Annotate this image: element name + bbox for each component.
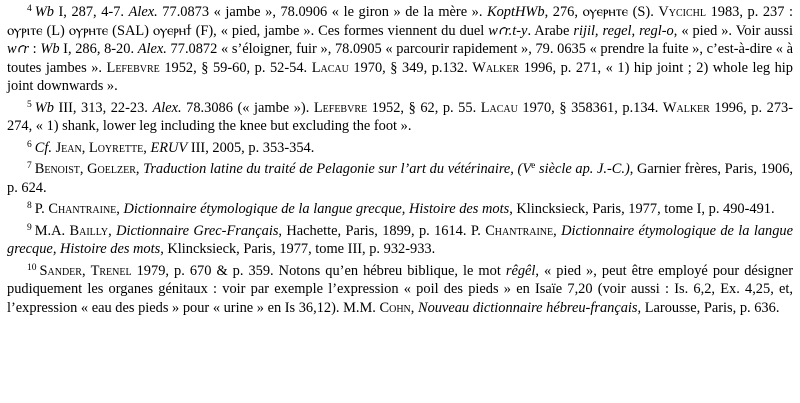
footnote-text: : xyxy=(29,41,41,57)
footnote-text: , xyxy=(79,161,88,177)
author-name: Bailly xyxy=(69,222,109,239)
footnote-text: 78.3086 (« jambe »). xyxy=(181,99,314,116)
footnote-text: , Hachette, Paris, 1899, p. 1614. P. xyxy=(278,222,486,239)
footnote-text: , xyxy=(81,262,91,279)
author-name: Chantraine xyxy=(485,222,554,239)
italic-text: rijil, regel, regl-o xyxy=(573,22,674,39)
italic-text: wꜥr xyxy=(7,41,29,57)
footnote-text: M.A. xyxy=(34,222,70,239)
footnote-text: 1996, p. 273-274, « 1) shank, lower leg including the knee but excluding the foot ». xyxy=(7,99,794,134)
author-name: Lefebvre xyxy=(313,99,368,116)
footnote-text: , Garnier frères, Paris, 1906, p. 624. xyxy=(7,161,793,196)
footnote-text: 77.0872 « s’éloigner, fuir », 78.0905 « parcourir rapidement », 79. 0635 « prendre la fuite », c’est-à-dire « à toutes jambes ». xyxy=(7,41,793,76)
footnote-number: 5 xyxy=(27,99,32,110)
author-name: Goelzer xyxy=(87,161,136,177)
footnote-number: 6 xyxy=(27,139,32,150)
italic-text: ERUV xyxy=(150,139,188,156)
author-name: Loyrette xyxy=(88,139,144,156)
footnote-text: I, 286, 8-20. xyxy=(59,41,138,57)
italic-text: Wb xyxy=(34,99,54,116)
italic-text: wꜥr.t-y xyxy=(488,22,528,39)
footnote-4 xyxy=(7,3,793,96)
italic-text: Alex. xyxy=(137,41,167,57)
author-name: Lacau xyxy=(480,99,518,116)
footnote-text: III, 2005, p. 353-354. xyxy=(187,139,315,156)
footnote-text: III, 313, 22-23. xyxy=(53,99,153,116)
footnote-text: , Larousse, Paris, p. 636. xyxy=(637,299,780,316)
italic-text: Traduction latine du traité de Pelagonie sur l’art du vétérinaire, (V xyxy=(143,161,532,177)
author-name: Sander xyxy=(39,262,82,279)
author-name: Vycichl xyxy=(658,4,706,20)
footnote-10 xyxy=(7,262,793,318)
footnote-text: 1970, § 349, p.132. xyxy=(348,59,473,76)
italic-text: Dictionnaire Grec-Français xyxy=(116,222,279,239)
italic-text: Nouveau dictionnaire hébreu-français xyxy=(417,299,638,316)
italic-text: siècle ap. J.-C.) xyxy=(535,161,630,177)
footnote-text: , xyxy=(116,201,124,217)
italic-text: Alex. xyxy=(128,4,158,20)
footnote-text: , « pied », peut être employé pour désigner pudiquement les organes génitaux : voir par exemple l’expression « poil des pieds » en Isaïe 7,20 (voir aussi : Is. 6,2, Ex. 4,25, et, l’expression « eau des pieds » pour « urine » en Is 36,12). M.M. xyxy=(7,262,793,316)
author-name: Trenel xyxy=(90,262,132,279)
footnote-text: 1983, p. 237 : ⲟⲩⲣⲓⲧⲉ (L) ⲟⲩⲣⲏⲧⲉ (SAL) ⲟⲩⲉⲣⲏϯ (F), « pied, jambe ». Ces formes viennent du duel xyxy=(7,4,794,39)
author-name: Chantraine xyxy=(48,201,117,217)
italic-text: Alex. xyxy=(152,99,182,116)
author-name: Cohn xyxy=(379,299,411,316)
footnotes-section xyxy=(7,3,793,317)
footnote-text: , 276, ⲟⲩⲉⲣⲏⲧⲉ (S). xyxy=(544,4,659,20)
footnote-text: 1952, § 62, p. 55. xyxy=(367,99,481,116)
italic-text: Wb xyxy=(34,4,54,20)
footnote-text: , xyxy=(135,161,144,177)
footnote-text: , Klincksieck, Paris, 1977, tome I, p. 490-491. xyxy=(509,201,775,217)
footnote-6 xyxy=(7,139,793,158)
author-name: Walker xyxy=(662,99,710,116)
italic-text: Cf. xyxy=(34,139,52,156)
footnote-text: 77.0873 « jambe », 78.0906 « le giron » de la mère ». xyxy=(157,4,488,20)
footnote-text: , Klincksieck, Paris, 1977, tome III, p. 932-933. xyxy=(160,241,436,257)
author-name: Lefebvre xyxy=(106,59,160,76)
italic-text: KoptHWb xyxy=(487,4,545,20)
author-name: Lacau xyxy=(311,59,349,76)
footnote-9 xyxy=(7,222,793,259)
footnote-text: , xyxy=(143,139,151,156)
footnote-number: 10 xyxy=(27,262,37,273)
author-name: Benoist xyxy=(34,161,80,177)
author-name: Jean xyxy=(55,139,82,156)
footnote-text: , xyxy=(553,222,562,239)
italic-text: Dictionnaire étymologique de la langue grecque, Histoire des mots xyxy=(7,222,794,257)
footnote-text: I, 287, 4-7. xyxy=(53,4,129,20)
footnote-5 xyxy=(7,99,793,136)
footnote-7 xyxy=(7,160,793,197)
italic-text: Wb xyxy=(40,41,60,57)
footnote-text: P. xyxy=(34,201,49,217)
footnote-text: , xyxy=(81,139,89,156)
footnote-text: 1970, § 358361, p.134. xyxy=(517,99,663,116)
footnote-number: 7 xyxy=(27,161,32,171)
footnote-8 xyxy=(7,200,793,219)
footnote-number: 8 xyxy=(27,201,32,211)
footnote-number: 9 xyxy=(27,222,32,233)
footnote-text: e xyxy=(531,161,536,171)
footnote-text: , « pied ». Voir aussi xyxy=(673,22,794,39)
footnote-text: 1979, p. 670 & p. 359. Notons qu’en hébreu biblique, le mot xyxy=(131,262,506,279)
italic-text: Dictionnaire étymologique de la langue grecque, Histoire des mots xyxy=(123,201,510,217)
footnote-text: , xyxy=(108,222,117,239)
author-name: Walker xyxy=(472,59,520,76)
footnote-text: , xyxy=(410,299,418,316)
footnote-text: 1952, § 59-60, p. 52-54. xyxy=(159,59,312,76)
footnote-text: 1996, p. 271, « 1) hip joint ; 2) whole leg hip joint downwards ». xyxy=(7,59,793,94)
footnote-number: 4 xyxy=(27,4,32,14)
italic-text: rêgêl xyxy=(505,262,536,279)
footnote-text: . Arabe xyxy=(527,22,574,39)
